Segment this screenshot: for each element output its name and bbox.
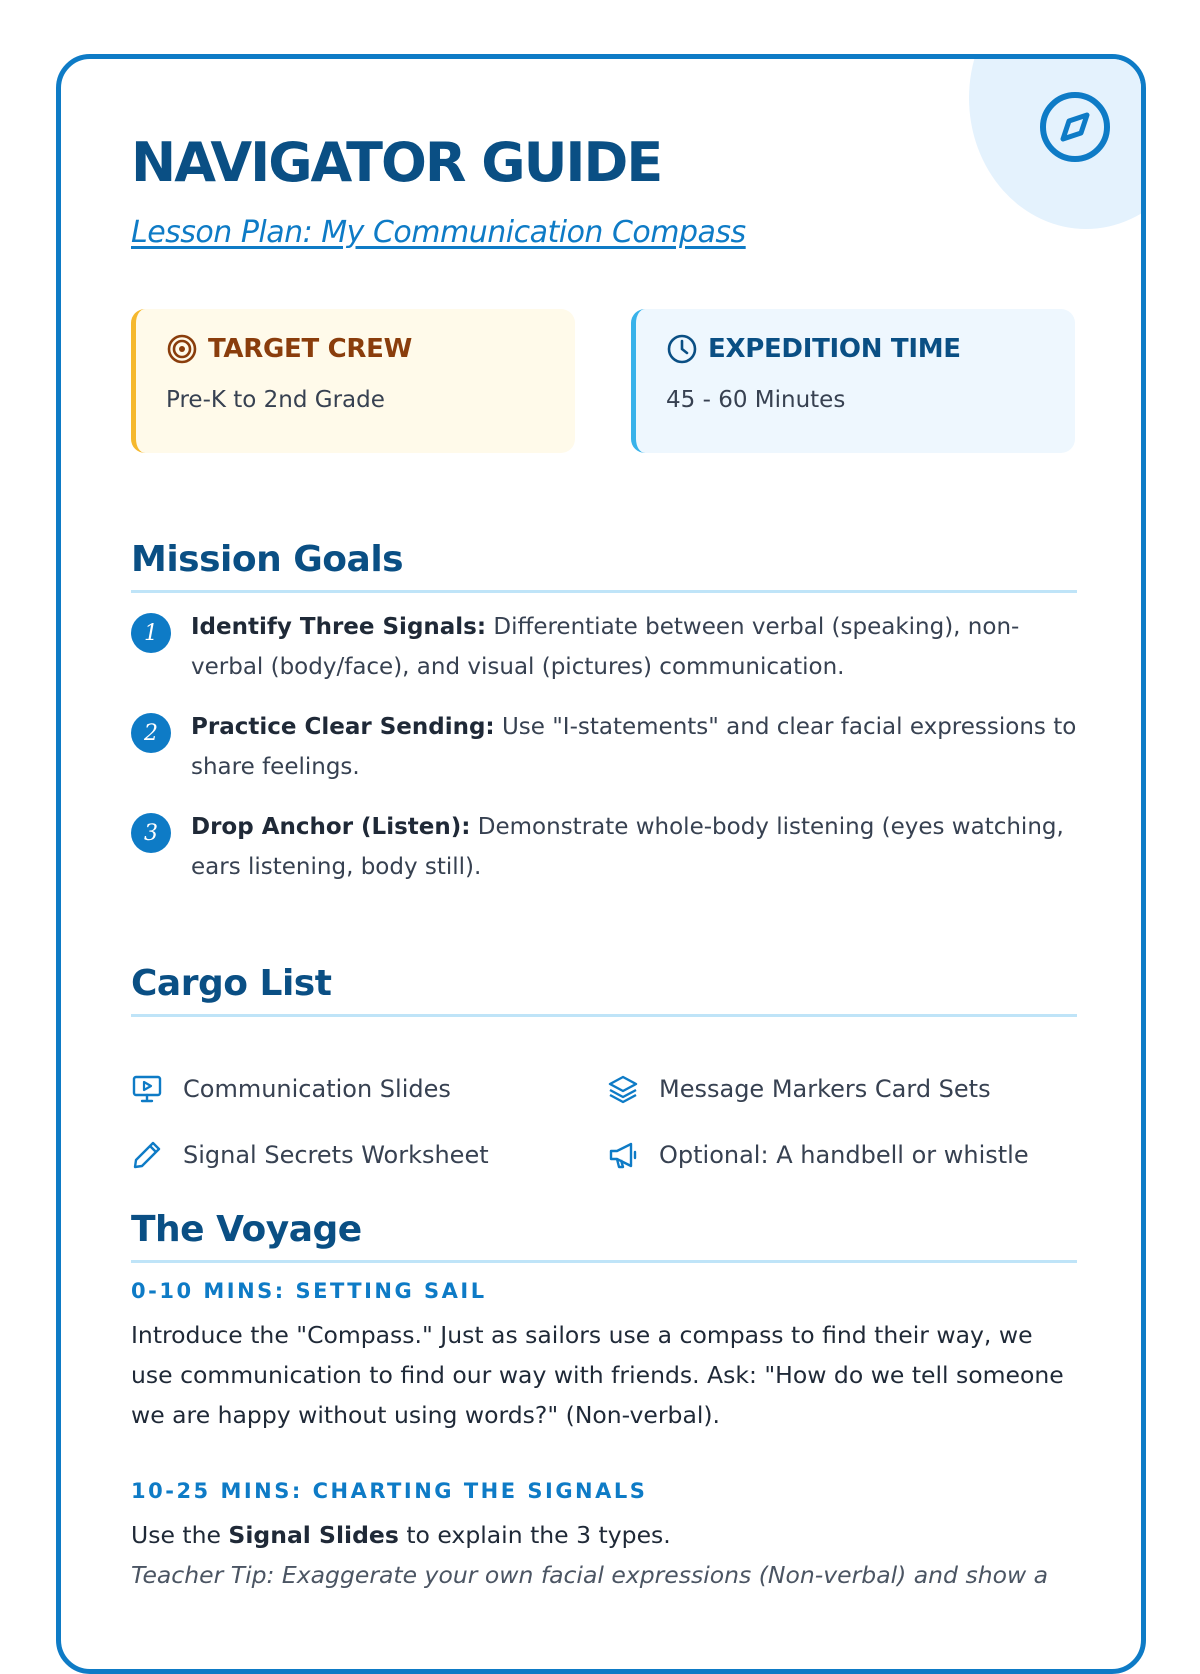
step-text-end: to explain the 3 types. bbox=[398, 1521, 671, 1549]
pencil-icon bbox=[131, 1139, 163, 1171]
cargo-list-heading: Cargo List bbox=[131, 963, 1077, 1017]
goal-item bbox=[131, 707, 1077, 787]
compass-icon bbox=[1037, 89, 1113, 165]
cargo-item-label: Optional: A handbell or whistle bbox=[659, 1141, 1029, 1169]
goal-description: Demonstrate whole-body listening (eyes watching, ears listening, body still). bbox=[191, 814, 1064, 880]
cargo-item-label: Signal Secrets Worksheet bbox=[183, 1141, 489, 1169]
expedition-time-box bbox=[631, 309, 1075, 453]
goal-title: Identify Three Signals: bbox=[191, 614, 487, 640]
goal-number: 2 bbox=[131, 713, 171, 753]
cargo-item-label: Communication Slides bbox=[183, 1075, 451, 1103]
presentation-icon bbox=[131, 1073, 163, 1105]
target-icon bbox=[166, 333, 198, 365]
teacher-tip: Teacher Tip: Exaggerate your own facial expressions (Non-verbal) and show a bbox=[131, 1561, 1049, 1589]
cargo-item bbox=[607, 1073, 991, 1105]
lesson-plan-link[interactable]: Lesson Plan: My Communication Compass bbox=[131, 215, 746, 250]
goal-description: Differentiate between verbal (speaking), non-verbal (body/face), and visual (pictures) communication. bbox=[191, 614, 1020, 680]
goal-number: 3 bbox=[131, 813, 171, 853]
goal-number: 1 bbox=[131, 613, 171, 653]
step-label: 10-25 MINS: CHARTING THE SIGNALS bbox=[131, 1479, 648, 1503]
page-title: NAVIGATOR GUIDE bbox=[131, 131, 662, 194]
step-text-start: Use the bbox=[131, 1521, 229, 1549]
cargo-item bbox=[131, 1073, 451, 1105]
goal-description: Use "I-statements" and clear facial expressions to share feelings. bbox=[191, 714, 1077, 780]
mission-goals-heading: Mission Goals bbox=[131, 539, 1077, 593]
goal-title: Drop Anchor (Listen): bbox=[191, 814, 471, 840]
goal-title: Practice Clear Sending: bbox=[191, 714, 495, 740]
goals-list bbox=[131, 607, 1077, 907]
cargo-item bbox=[607, 1139, 1029, 1171]
goal-item bbox=[131, 607, 1077, 687]
step-text: Introduce the "Compass." Just as sailors use a compass to find their way, we use communication to find our way with friends. Ask: "How do we tell someone we are happy without using words?" (Non-verbal). bbox=[131, 1321, 1064, 1429]
voyage-step bbox=[131, 1479, 1077, 1595]
megaphone-icon bbox=[607, 1139, 639, 1171]
goal-item bbox=[131, 807, 1077, 887]
cargo-item-label: Message Markers Card Sets bbox=[659, 1075, 991, 1103]
clock-icon bbox=[666, 333, 698, 365]
target-crew-value: Pre-K to 2nd Grade bbox=[166, 387, 385, 413]
guide-card bbox=[56, 54, 1146, 1674]
expedition-time-value: 45 - 60 Minutes bbox=[666, 387, 846, 413]
cargo-item bbox=[131, 1139, 489, 1171]
step-label: 0-10 MINS: SETTING SAIL bbox=[131, 1279, 487, 1303]
voyage-step bbox=[131, 1279, 1077, 1435]
layers-icon bbox=[607, 1073, 639, 1105]
target-crew-box bbox=[131, 309, 575, 453]
voyage-heading: The Voyage bbox=[131, 1209, 1077, 1263]
target-crew-label: TARGET CREW bbox=[208, 334, 412, 364]
step-text-bold: Signal Slides bbox=[228, 1521, 399, 1549]
expedition-time-label: EXPEDITION TIME bbox=[708, 334, 961, 364]
step-text bbox=[131, 1515, 1077, 1555]
